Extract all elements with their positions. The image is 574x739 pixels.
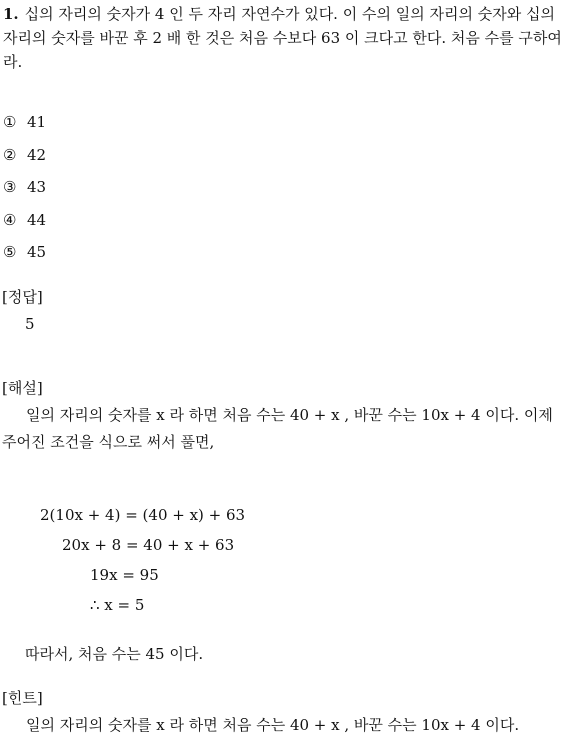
explanation-conclusion: 따라서, 처음 수는 45 이다. xyxy=(25,645,204,663)
choice-marker: ② xyxy=(3,145,17,164)
answer-value: 5 xyxy=(25,315,35,333)
question-text: 십의 자리의 숫자가 4 인 두 자리 자연수가 있다. 이 수의 일의 자리의 숫자와 십의 자리의 숫자를 바꾼 후 2 배 한 것은 처음 수보다 63 이 크다고 한다. 처음 수를 구하여라. xyxy=(3,5,562,71)
hint-label: [힌트] xyxy=(2,689,43,707)
answer-label: [정답] xyxy=(2,288,43,306)
equation-line-3: 19x = 95 xyxy=(90,566,159,584)
choice-5[interactable] xyxy=(3,240,574,273)
choice-value: 42 xyxy=(27,145,47,164)
choice-value: 41 xyxy=(27,113,47,131)
choice-3[interactable] xyxy=(3,175,574,208)
choice-1[interactable] xyxy=(3,110,574,143)
equation-line-2: 20x + 8 = 40 + x + 63 xyxy=(62,536,235,554)
explanation-label: [해설] xyxy=(2,379,43,397)
explanation-intro: 일의 자리의 숫자를 x 라 하면 처음 수는 40 + x , 바꾼 수는 10x + 4 이다. 이제 주어진 조건을 식으로 써서 풀면, xyxy=(2,406,553,451)
choice-value: 45 xyxy=(27,243,47,261)
choice-marker: ⑤ xyxy=(3,243,17,261)
choice-marker: ④ xyxy=(3,210,17,229)
question-number: 1. xyxy=(3,5,19,23)
choice-2[interactable] xyxy=(3,143,574,176)
equation-line-1: 2(10x + 4) = (40 + x) + 63 xyxy=(40,506,246,524)
choice-value: 43 xyxy=(27,178,47,196)
choice-marker: ① xyxy=(3,113,17,131)
hint-text: 일의 자리의 숫자를 x 라 하면 처음 수는 40 + x , 바꾼 수는 10x + 4 이다. xyxy=(26,716,520,734)
equation-line-4: ∴ x = 5 xyxy=(90,596,145,614)
choice-value: 44 xyxy=(27,210,47,229)
choice-marker: ③ xyxy=(3,178,17,196)
choice-4[interactable] xyxy=(3,208,574,241)
question xyxy=(3,2,572,74)
choice-list xyxy=(3,110,574,273)
